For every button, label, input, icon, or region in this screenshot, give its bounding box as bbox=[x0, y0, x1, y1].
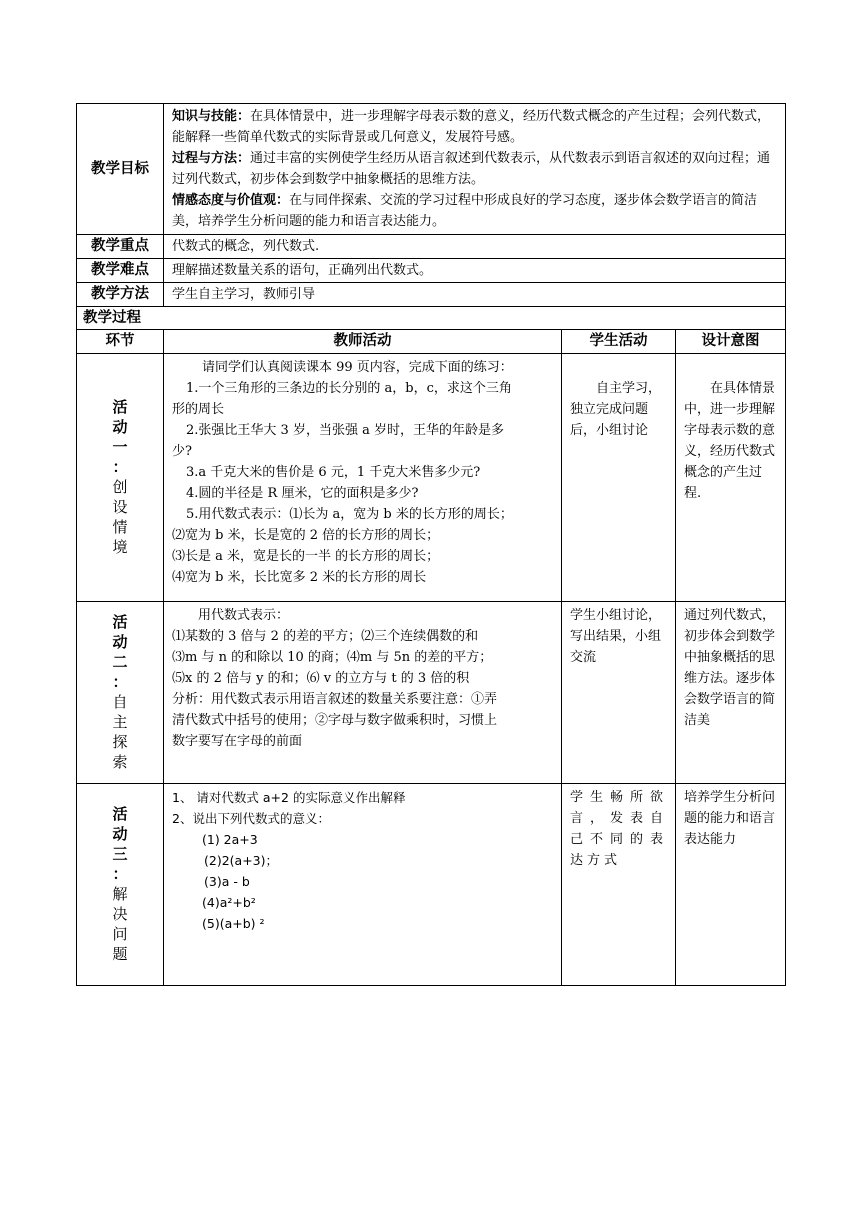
teacher-line: 5.用代数式表示：⑴长为 a，宽为 b 米的长方形的周长； bbox=[186, 507, 513, 522]
goals-label: 教学目标 bbox=[77, 104, 164, 235]
difficulty-label: 教学难点 bbox=[77, 259, 164, 283]
teacher-line: 3.a 千克大米的售价是 6 元，1 千克大米售多少元? bbox=[186, 465, 481, 480]
teacher-line: (4)a²+b² bbox=[202, 895, 256, 910]
design-intent-text: 通过列代数式，初步体会到数学中抽象概括的思维方法。逐步体会数学语言的简洁美 bbox=[684, 608, 776, 728]
goal-attitude: 情感态度与价值观：在与同伴探索、交流的学习过程中形成良好的学习态度，逐步体会数学语言的简洁美，培养学生分析问题的能力和语言表达能力。 bbox=[172, 193, 758, 229]
teacher-line: 请同学们认真阅读课本 99 页内容，完成下面的练习： bbox=[202, 360, 513, 375]
activity-label bbox=[77, 602, 164, 784]
design-intent bbox=[676, 602, 786, 784]
design-intent-text: 培养学生分析问题的能力和语言表达能力 bbox=[684, 790, 776, 847]
design-intent bbox=[676, 784, 786, 986]
goals-cell bbox=[164, 104, 786, 235]
teacher-line: ⑶长是 a 米，宽是长的一半 的长方形的周长； bbox=[172, 549, 440, 564]
goal-knowledge: 知识与技能：在具体情景中，进一步理解字母表示数的意义，经历代数式概念的产生过程；会列代数式，能解释一些简单代数式的实际背景或几何意义，发展符号感。 bbox=[172, 109, 771, 145]
teacher-line: (1) 2a+3 bbox=[202, 832, 258, 847]
teacher-line: 清代数式中括号的使用；②字母与数字做乘积时，习惯上 bbox=[172, 713, 498, 728]
activity-3-normal: 解 决 问 题 bbox=[112, 884, 128, 963]
teacher-line: 4.圆的半径是 R 厘米，它的面积是多少? bbox=[186, 486, 419, 501]
goal-process: 过程与方法：通过丰富的实例使学生经历从语言叙述到代数表示，从代数表示到语言叙述的双向过程；通过列代数式，初步体会到数学中抽象概括的思维方法。 bbox=[172, 151, 771, 187]
teacher-line: (5)(a+b) ² bbox=[202, 916, 265, 931]
student-activity bbox=[562, 602, 676, 784]
activity-3-bold: 活 动 三 ： bbox=[112, 804, 128, 883]
student-activity-text: 自主学习，独立完成问题后，小组讨论 bbox=[570, 381, 662, 438]
lesson-plan bbox=[76, 103, 785, 986]
teacher-activity bbox=[164, 602, 562, 784]
col-teacher: 教师活动 bbox=[164, 330, 562, 354]
activity-row bbox=[77, 784, 786, 986]
activity-3-label bbox=[111, 804, 129, 964]
focus-label: 教学重点 bbox=[77, 235, 164, 259]
teacher-line: 形的周长 bbox=[172, 402, 225, 417]
teacher-line: 1.一个三角形的三条边的长分别的 a，b，c，求这个三角 bbox=[186, 381, 512, 396]
teacher-line: 2、说出下列代数式的意义： bbox=[172, 811, 330, 826]
design-intent bbox=[676, 354, 786, 602]
method-label: 教学方法 bbox=[77, 283, 164, 307]
teacher-line: 用代数式表示： bbox=[198, 608, 290, 623]
teacher-line: 分析：用代数式表示用语言叙述的数量关系要注意：①弄 bbox=[172, 692, 498, 707]
col-intent: 设计意图 bbox=[676, 330, 786, 354]
teacher-line: ⑸x 的 2 倍与 y 的和；⑹ v 的立方与 t 的 3 倍的积 bbox=[172, 671, 470, 686]
activity-label bbox=[77, 784, 164, 986]
teacher-line: ⑴某数的 3 倍与 2 的差的平方；⑵三个连续偶数的和 bbox=[172, 629, 479, 644]
activity-label bbox=[77, 354, 164, 602]
column-header-row bbox=[77, 330, 786, 354]
lesson-plan-table bbox=[76, 103, 786, 986]
teacher-line: ⑷宽为 b 米，长比宽多 2 米的长方形的周长 bbox=[172, 570, 427, 585]
goals-row bbox=[77, 104, 786, 235]
activity-row bbox=[77, 354, 786, 602]
teacher-line: (2)2(a+3)； bbox=[204, 853, 278, 868]
focus-value: 代数式的概念，列代数式. bbox=[164, 235, 786, 259]
col-student: 学生活动 bbox=[562, 330, 676, 354]
teacher-activity bbox=[164, 354, 562, 602]
activity-1-normal: 创 设 情 境 bbox=[112, 477, 128, 556]
process-row bbox=[77, 307, 786, 330]
teacher-line: 少? bbox=[172, 444, 192, 459]
teacher-line: (3)a - b bbox=[204, 874, 250, 889]
student-activity-text: 学生小组讨论，写出结果，小组交流 bbox=[570, 608, 662, 665]
teacher-line: ⑵宽为 b 米，长是宽的 2 倍的长方形的周长； bbox=[172, 528, 440, 543]
design-intent-text: 在具体情景中，进一步理解字母表示数的意义，经历代数式概念的产生过程. bbox=[684, 381, 776, 501]
difficulty-value: 理解描述数量关系的语句，正确列出代数式。 bbox=[164, 259, 786, 283]
activity-2-label bbox=[111, 612, 129, 772]
teacher-activity bbox=[164, 784, 562, 986]
activity-1-label bbox=[111, 397, 129, 557]
method-row bbox=[77, 283, 786, 307]
activity-2-normal: 自 主 探 索 bbox=[112, 692, 128, 771]
activity-row bbox=[77, 602, 786, 784]
teacher-line: 1、 请对代数式 a+2 的实际意义作出解释 bbox=[172, 790, 406, 805]
student-activity-text: 学生畅所欲言，发表自己不同的表达方式 bbox=[570, 790, 667, 868]
student-activity bbox=[562, 354, 676, 602]
method-value: 学生自主学习，教师引导 bbox=[164, 283, 786, 307]
focus-row bbox=[77, 235, 786, 259]
teacher-line: 数字要写在字母的前面 bbox=[172, 734, 303, 749]
teacher-line: 2.张强比王华大 3 岁，当张强 a 岁时，王华的年龄是多 bbox=[186, 423, 504, 438]
student-activity bbox=[562, 784, 676, 986]
activity-1-bold: 活 动 一 ： bbox=[112, 397, 128, 476]
process-label: 教学过程 bbox=[77, 307, 786, 330]
teacher-line: ⑶m 与 n 的和除以 10 的商；⑷m 与 5n 的差的平方； bbox=[172, 650, 493, 665]
difficulty-row bbox=[77, 259, 786, 283]
col-section: 环节 bbox=[77, 330, 164, 354]
activity-2-bold: 活 动 二 ： bbox=[112, 612, 128, 691]
